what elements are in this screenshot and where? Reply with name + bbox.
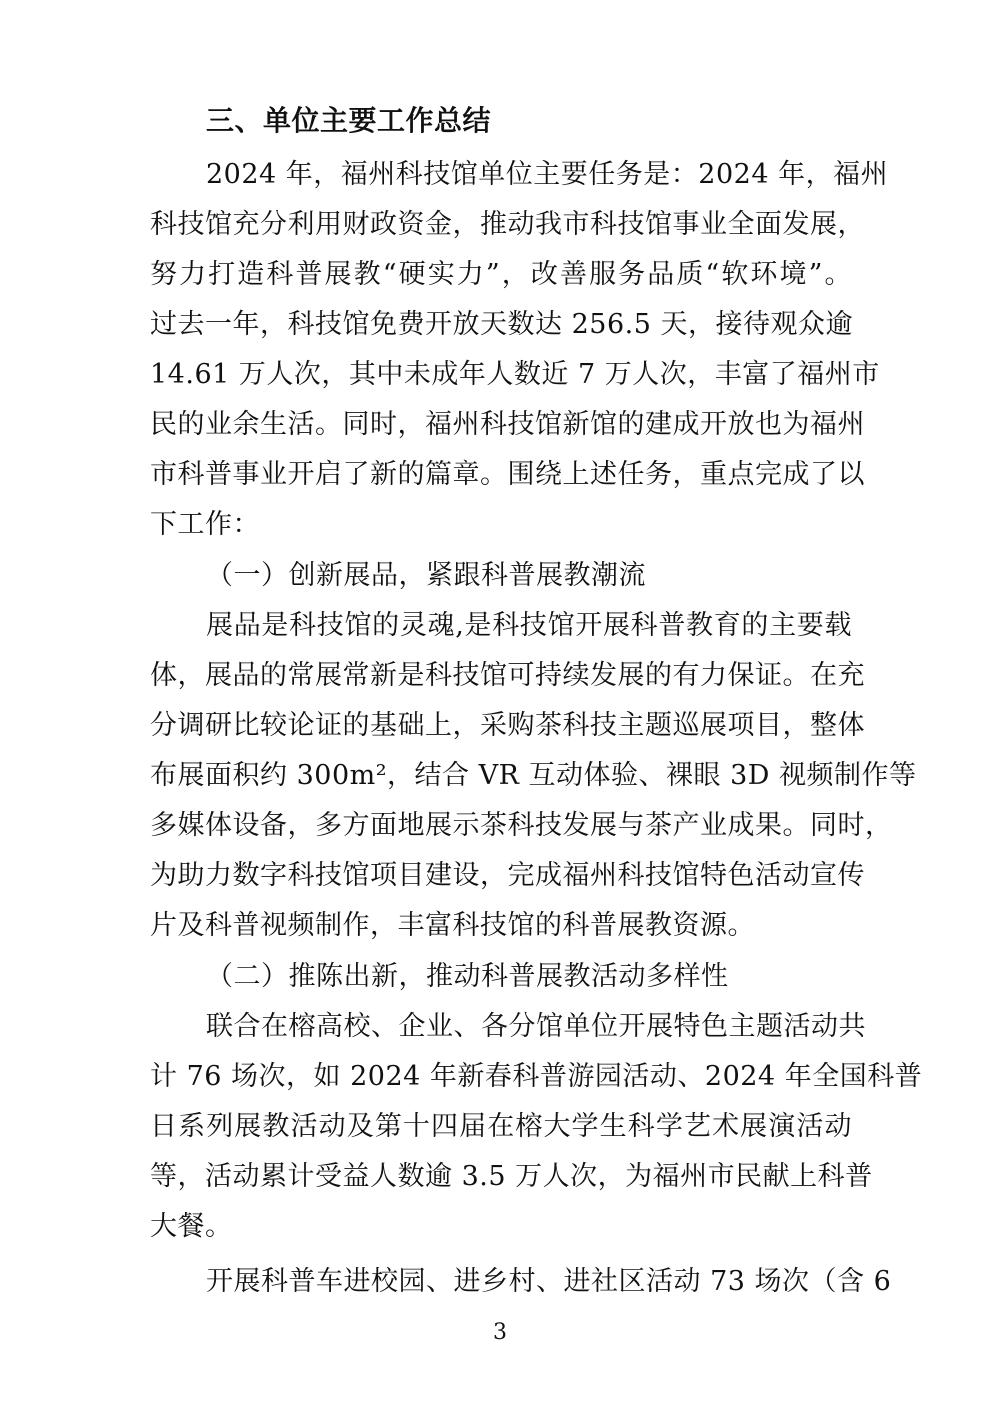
section-heading: 三、单位主要工作总结 (206, 104, 492, 137)
paragraph-line: 下工作： (150, 509, 260, 540)
paragraph-line: 体，展品的常展常新是科技馆可持续发展的有力保证。在充 (150, 660, 865, 691)
paragraph-line: 开展科普车进校园、进乡村、进社区活动 73 场次（含 6 (206, 1266, 892, 1297)
paragraph-line: 片及科普视频制作，丰富科技馆的科普展教资源。 (150, 910, 755, 941)
paragraph-line: 过去一年，科技馆免费开放天数达 256.5 天，接待观众逾 (150, 309, 853, 340)
paragraph-line: 市科普事业开启了新的篇章。围绕上述任务，重点完成了以 (150, 459, 865, 490)
paragraph-line: 大餐。 (150, 1211, 233, 1242)
paragraph-line: 布展面积约 300m²，结合 VR 互动体验、裸眼 3D 视频制作等 (150, 760, 917, 791)
paragraph-line: 分调研比较论证的基础上，采购茶科技主题巡展项目，整体 (150, 710, 865, 741)
paragraph-line: 多媒体设备，多方面地展示茶科技发展与茶产业成果。同时， (150, 810, 893, 841)
paragraph-line: 日系列展教活动及第十四届在榕大学生科学艺术展演活动 (150, 1111, 852, 1142)
paragraph-line: 2024 年，福州科技馆单位主要任务是：2024 年，福州 (206, 159, 889, 190)
paragraph-line: 展品是科技馆的灵魂,是科技馆开展科普教育的主要载 (206, 610, 852, 641)
subsection-title-1: （一）创新展品，紧跟科普展教潮流 (206, 560, 646, 591)
page-number: 3 (493, 1320, 507, 1345)
paragraph-line: 联合在榕高校、企业、各分馆单位开展特色主题活动共 (206, 1011, 866, 1042)
paragraph-line: 14.61 万人次，其中未成年人数近 7 万人次，丰富了福州市 (150, 359, 880, 390)
paragraph-line: 努力打造科普展教“硬实力”，改善服务品质“软环境”。 (150, 259, 852, 290)
paragraph-line: 科技馆充分利用财政资金，推动我市科技馆事业全面发展， (150, 209, 865, 240)
paragraph-line: 民的业余生活。同时，福州科技馆新馆的建成开放也为福州 (150, 409, 865, 440)
paragraph-line: 计 76 场次，如 2024 年新春科普游园活动、2024 年全国科普 (150, 1061, 923, 1092)
paragraph-line: 为助力数字科技馆项目建设，完成福州科技馆特色活动宣传 (150, 860, 865, 891)
paragraph-line: 等，活动累计受益人数逾 3.5 万人次，为福州市民献上科普 (150, 1161, 873, 1192)
subsection-title-2: （二）推陈出新，推动科普展教活动多样性 (206, 961, 729, 992)
